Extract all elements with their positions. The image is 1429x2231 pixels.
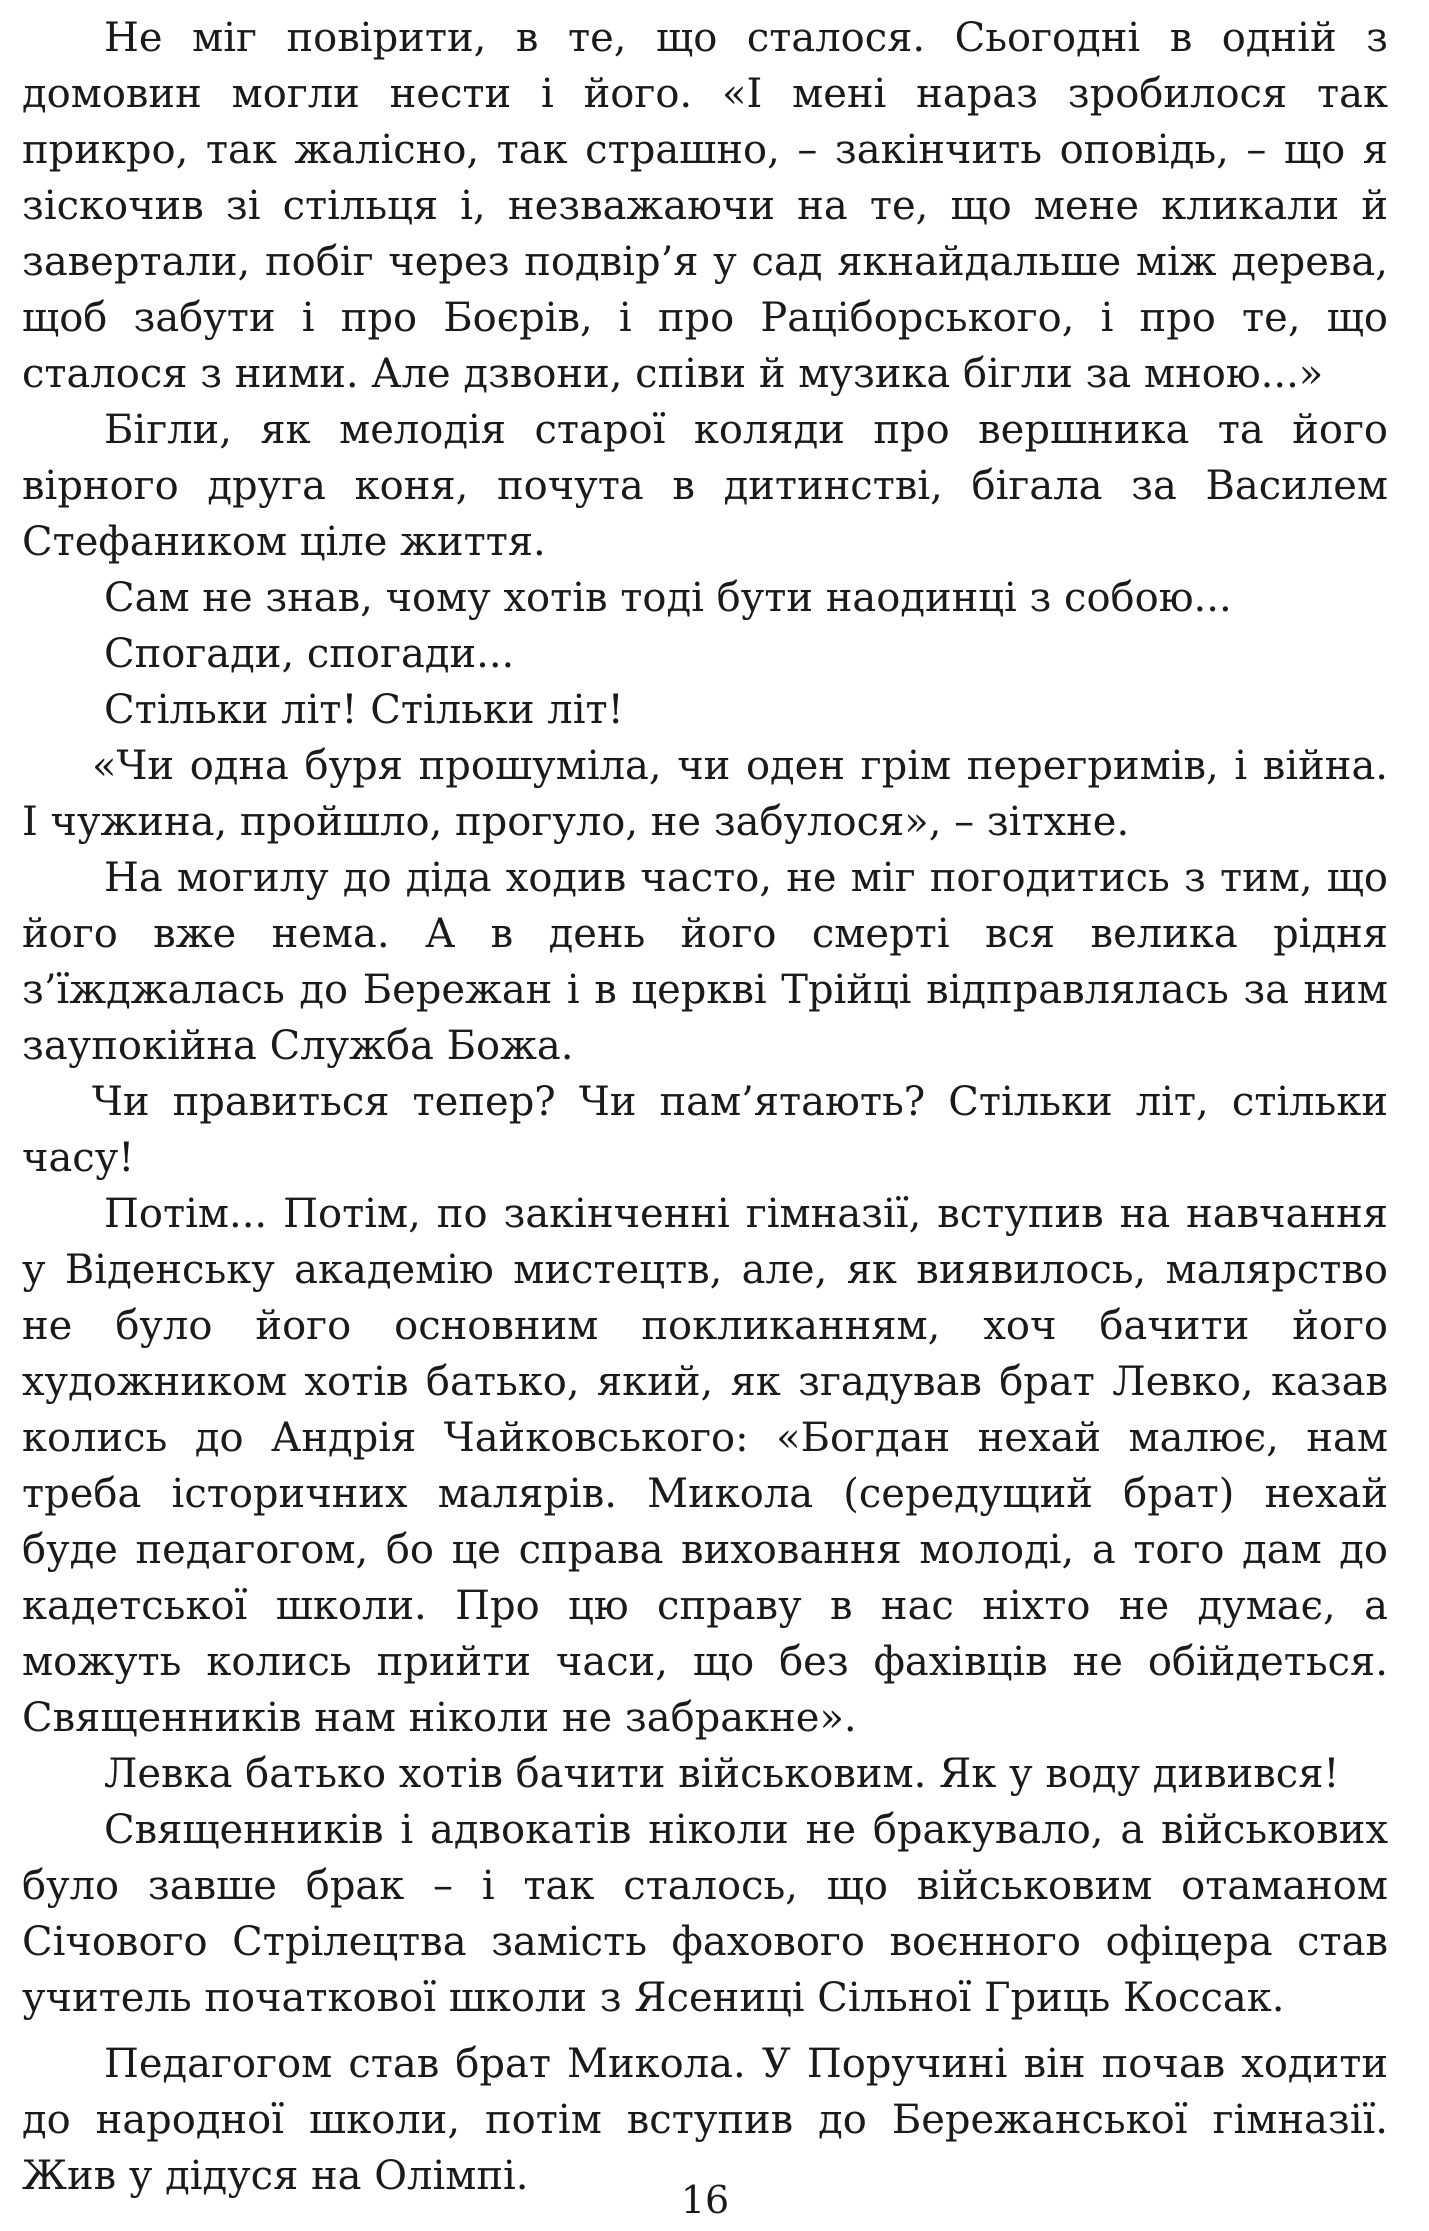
paragraph-11: Священників і адвокатів ніколи не бракувало, а військових було завше брак – і так сталось, що військовим отаманом Січового Стрілецтва замість фахового воєнного офіцера став учитель початкової школи з Ясениці Сільної Гриць Коссак. [22, 1807, 1388, 2021]
paragraph-8: Чи правиться тепер? Чи пам’ятають? Стільки літ, стільки часу! [22, 1079, 1388, 1181]
paragraph-4: Спогади, спогади... [104, 631, 515, 677]
paragraph-2: Бігли, як мелодія старої коляди про вершника та його вірного друга коня, почута в дитинстві, бігала за Василем Стефаником ціле життя. [22, 407, 1388, 565]
paragraph-9: Потім... Потім, по закінченні гімназії, вступив на навчання у Віденську академію мистецтв, але, як виявилось, малярство не було його основним покликанням, хоч бачити його художником хотів батько, який, як згадував брат Левко, казав колись до Андрія Чайковського: «Богдан нехай малює, нам треба історичних малярів. Микола (середущий брат) нехай буде педагогом, бо це справа виховання молоді, а того дам до кадетської школи. Про цю справу в нас ніхто не думає, а можуть колись прийти часи, що без фахівців не обійдеться. Священників нам ніколи не забракне». [22, 1191, 1388, 1741]
page-number: 16 [680, 2178, 730, 2222]
paragraph-6: «Чи одна буря прошуміла, чи оден грім перегримів, і війна. І чужина, пройшло, прогуло, не забулося», – зітхне. [22, 743, 1388, 845]
paragraph-1: Не міг повірити, в те, що сталося. Сьогодні в одній з домовин могли нести і його. «І мені нараз зробилося так прикро, так жалісно, так страшно, – закінчить оповідь, – що я зіскочив зі стільця і, незважаючи на те, що мене кликали й завертали, побіг через подвір’я у сад якнайдальше між дерева, щоб забути і про Боєрів, і про Раціборського, і про те, що сталося з ними. Але дзвони, співи й музика бігли за мною...» [22, 15, 1388, 397]
paragraph-3: Сам не знав, чому хотів тоді бути наодинці з собою... [104, 575, 1232, 621]
paragraph-gap [22, 2026, 1388, 2036]
paragraph-12: Педагогом став брат Микола. У Поручині він почав ходити до народної школи, потім вступив до Бережанської гімназії. Жив у дідуся на Олімпі. [22, 2041, 1388, 2199]
paragraph-7: На могилу до діда ходив часто, не міг погодитись з тим, що його вже нема. А в день його смерті вся велика рідня з’їжджалась до Бережан і в церкві Трійці відправлялась за ним заупокійна Служба Божа. [22, 855, 1388, 1069]
paragraph-10: Левка батько хотів бачити військовим. Як у воду дивився! [104, 1751, 1340, 1797]
page-body-text [22, 10, 1388, 2204]
book-page [22, 10, 1388, 2231]
paragraph-5: Стільки літ! Стільки літ! [104, 687, 624, 733]
